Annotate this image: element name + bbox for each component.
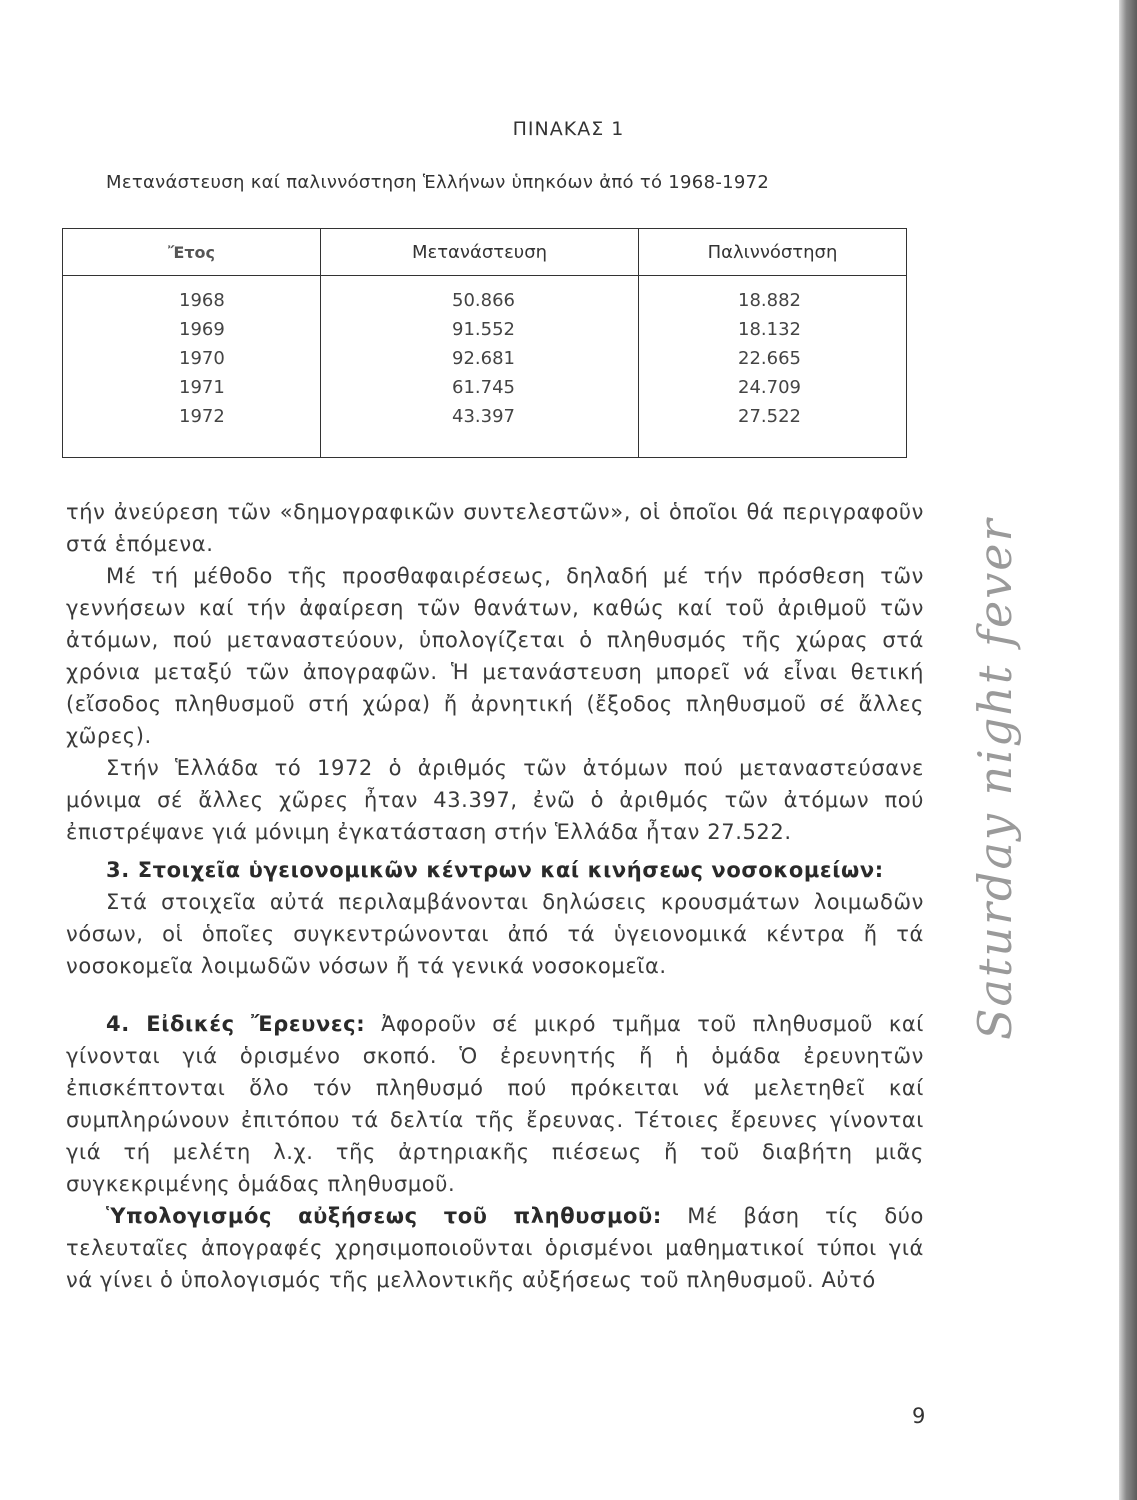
year-cell: 1968 <box>179 290 225 311</box>
emigration-cell: 61.745 <box>452 377 515 398</box>
header-emigration: Μετανάστευση <box>321 229 639 276</box>
handwritten-note: Saturday night fever <box>968 517 1022 1040</box>
emigration-cell: 92.681 <box>452 348 515 369</box>
emigration-cell: 91.552 <box>452 319 515 340</box>
section-heading: Ὑπολογισμός αὐξήσεως τοῦ πληθυσμοῦ: <box>106 1204 662 1228</box>
section-heading: 4. Εἰδικές Ἔρευνες: <box>106 1012 366 1036</box>
year-cell: 1969 <box>179 319 225 340</box>
year-cell: 1971 <box>179 377 225 398</box>
header-year: Ἔτος <box>63 229 321 276</box>
paragraph: 4. Εἰδικές Ἔρευνες: Ἀφοροῦν σέ μικρό τμῆμα τοῦ πληθυσμοῦ καί γίνονται γιά ὁρισμένο σκοπό. Ὁ ἐρευνητής ἤ ἡ ὁμάδα ἐρευνητῶν ἐπισκέπτονται ὅλο τόν πληθυσμό πού πρόκειται νά μελετηθεῖ καί συμπληρώνουν ἐπιτόπου τά δελτία τῆς ἔρευνας. Τέτοιες ἔρευνες γίνονται γιά τή μελέτη λ.χ. τῆς ἀρτηριακῆς πιέσεως ἤ τοῦ διαβήτη μιᾶς συγκεκριμένης ὁμάδας πληθυσμοῦ. <box>66 1012 925 1196</box>
page-binding-edge <box>1119 0 1137 1500</box>
repatriation-cell: 27.522 <box>738 406 801 427</box>
repatriation-cell: 18.132 <box>738 319 801 340</box>
paragraph: Στά στοιχεῖα αὐτά περιλαμβάνονται δηλώσεις κρουσμάτων λοιμωδῶν νόσων, οἱ ὁποῖες συγκεντρώνονται ἀπό τά ὑγειονομικά κέντρα ἤ τά νοσοκομεῖα λοιμωδῶν νόσων ἤ τά γενικά νοσοκομεῖα. <box>66 890 924 978</box>
body-text <box>66 496 924 1296</box>
repatriation-cell: 18.882 <box>738 290 801 311</box>
table-caption: Μετανάστευση καί παλιννόστηση Ἑλλήνων ὑπηκόων ἀπό τό 1968-1972 <box>106 172 770 193</box>
repatriation-cell: 24.709 <box>738 377 801 398</box>
repatriation-column <box>639 276 907 458</box>
header-repatriation: Παλιννόστηση <box>639 229 907 276</box>
emigration-column <box>321 276 639 458</box>
page-number: 9 <box>912 1404 926 1428</box>
table-title: ΠΙΝΑΚΑΣ 1 <box>512 118 625 140</box>
paragraph: Στήν Ἑλλάδα τό 1972 ὁ ἀριθμός τῶν ἀτόμων πού μεταναστεύσανε μόνιμα σέ ἄλλες χῶρες ἦταν 43.397, ἐνῶ ὁ ἀριθμός τῶν ἀτόμων πού ἐπιστρέψανε γιά μόνιμη ἐγκατάσταση στήν Ἑλλάδα ἦταν 27.522. <box>66 756 924 844</box>
paragraph: τήν ἀνεύρεση τῶν «δημογραφικῶν συντελεστῶν», οἱ ὁποῖοι θά περιγραφοῦν στά ἑπόμενα. <box>66 500 924 556</box>
repatriation-cell: 22.665 <box>738 348 801 369</box>
paragraph: Ὑπολογισμός αὐξήσεως τοῦ πληθυσμοῦ: Μέ βάση τίς δύο τελευταῖες ἀπογραφές χρησιμοποιοῦνται ὁρισμένοι μαθηματικοί τύποι γιά νά γίνει ὁ ὑπολογισμός τῆς μελλοντικῆς αὐξήσεως τοῦ πληθυσμοῦ. Αὐτό <box>66 1204 925 1292</box>
emigration-cell: 43.397 <box>452 406 515 427</box>
year-cell: 1972 <box>179 406 225 427</box>
section-heading: 3. Στοιχεῖα ὑγειονομικῶν κέντρων καί κινήσεως νοσοκομείων: <box>106 858 884 882</box>
emigration-cell: 50.866 <box>452 290 515 311</box>
year-cell: 1970 <box>179 348 225 369</box>
paragraph: Μέ τή μέθοδο τῆς προσθαφαιρέσεως, δηλαδή μέ τήν πρόσθεση τῶν γεννήσεων καί τήν ἀφαίρεση τῶν θανάτων, καθώς καί τοῦ ἀριθμοῦ τῶν ἀτόμων, πού μεταναστεύουν, ὑπολογίζεται ὁ πληθυσμός τῆς χώρας στά χρόνια μεταξύ τῶν ἀπογραφῶν. Ἡ μετανάστευση μπορεῖ νά εἶναι θετική (εἴσοδος πληθυσμοῦ στή χώρα) ἤ ἀρνητική (ἔξοδος πληθυσμοῦ σέ ἄλλες χῶρες). <box>66 564 924 748</box>
year-column <box>63 276 321 458</box>
migration-table <box>62 228 907 458</box>
